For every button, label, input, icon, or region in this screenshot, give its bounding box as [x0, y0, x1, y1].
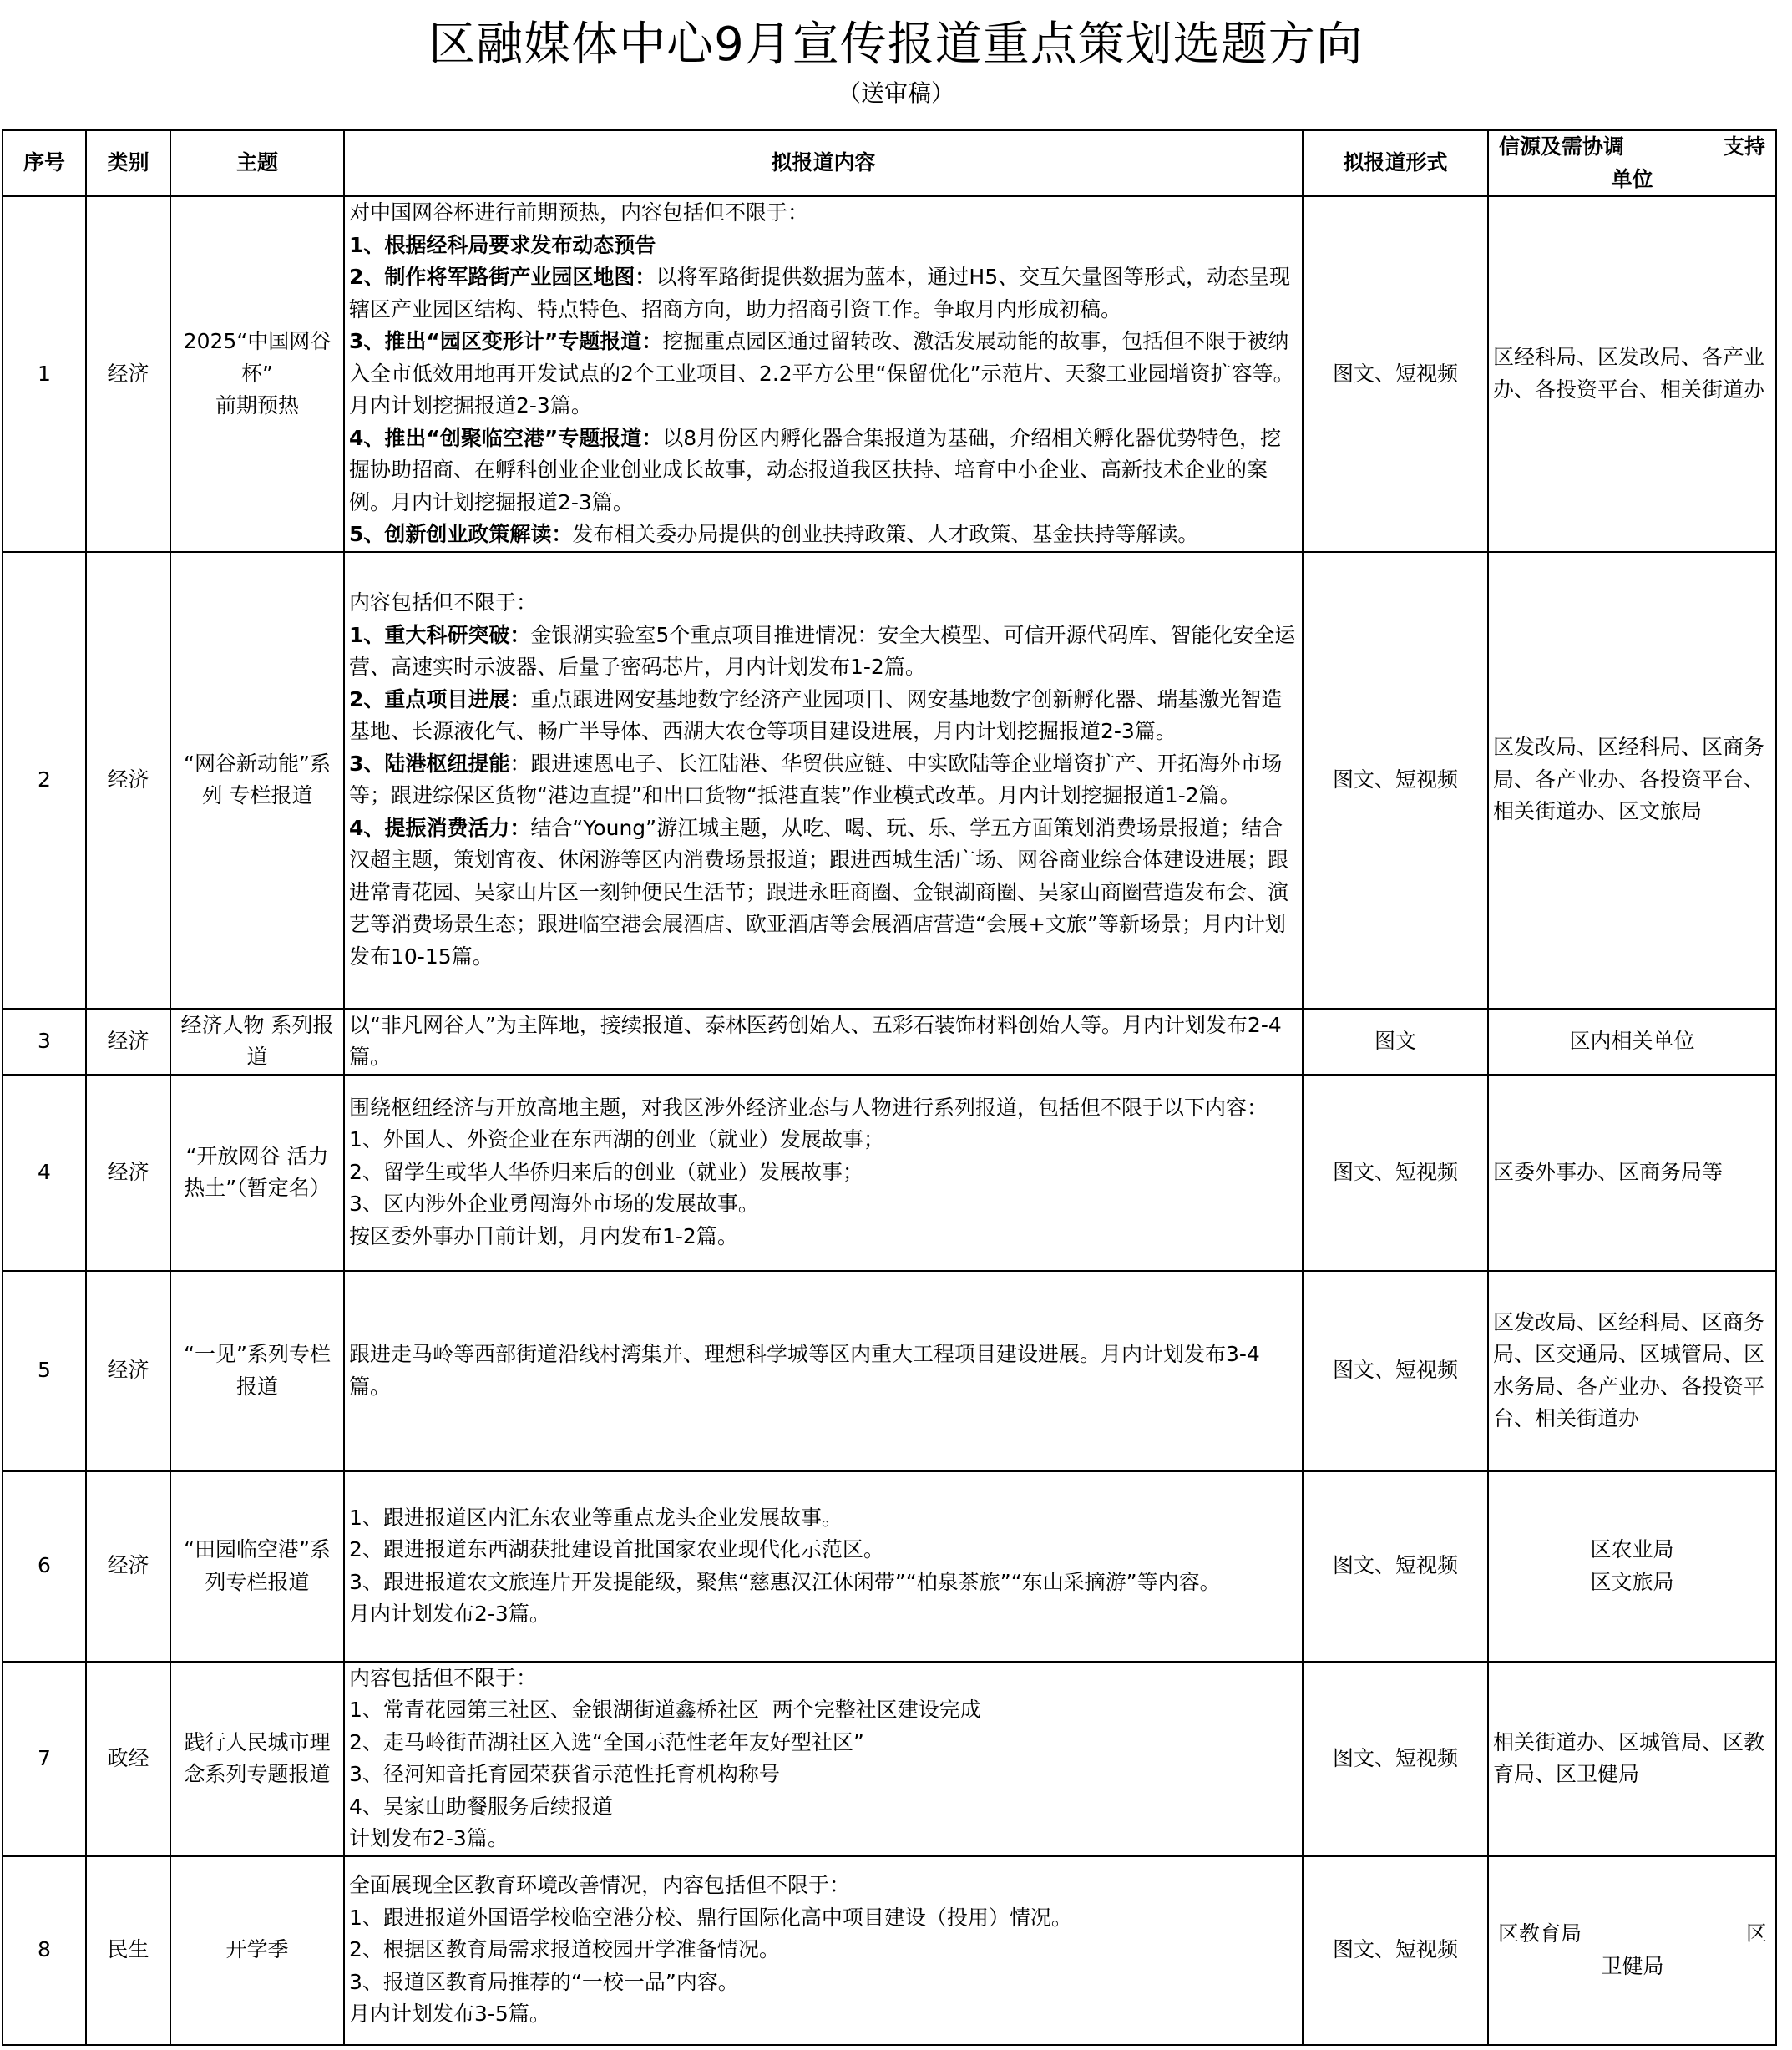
content-paragraph-text: 对中国网谷杯进行前期预热，内容包括但不限于：	[349, 200, 809, 225]
content-paragraph-text: 2、走马岭街苗湖社区入选“全国示范性老年友好型社区”	[349, 1729, 864, 1754]
table-row	[3, 1009, 1776, 1075]
content-paragraph-text: 计划发布2-3篇。	[349, 1826, 509, 1850]
row-category: 经济	[86, 196, 170, 552]
content-paragraph	[349, 1902, 1298, 1935]
content-paragraph	[349, 197, 1298, 230]
row-theme: 开学季	[170, 1856, 344, 2045]
content-paragraph-text: 以8月份区内孵化器合集报道为基础，介绍相关孵化器优势特色，挖掘协助招商、在孵科创业企业创业成长故事，动态报道我区扶持、培育中小企业、高新技术企业的案例。月内计划挖掘报道2-3篇。	[349, 425, 1282, 514]
column-header-form: 拟报道形式	[1303, 130, 1488, 196]
column-header-content: 拟报道内容	[344, 130, 1303, 196]
content-paragraph	[349, 261, 1298, 326]
row-number: 5	[3, 1271, 86, 1471]
content-paragraph	[349, 1339, 1298, 1403]
row-theme: 2025“中国网谷杯” 前期预热	[170, 196, 344, 552]
row-report-form: 图文、短视频	[1303, 1271, 1488, 1471]
table-row	[3, 1662, 1776, 1856]
content-paragraph	[349, 423, 1298, 519]
content-paragraph-text: 1、跟进报道外国语学校临空港分校、鼎行国际化高中项目建设（投用）情况。	[349, 1905, 1072, 1930]
content-paragraph-text: 3、报道区教育局推荐的“一校一品”内容。	[349, 1969, 739, 1994]
row-source-units: 区经科局、区发改局、各产业办、各投资平台、相关街道办	[1488, 196, 1776, 552]
content-paragraph	[349, 1791, 1298, 1824]
content-paragraph	[349, 1534, 1298, 1567]
row-content	[344, 1009, 1303, 1075]
row-report-form: 图文、短视频	[1303, 1856, 1488, 2045]
table-row	[3, 1075, 1776, 1271]
column-header-no: 序号	[3, 130, 86, 196]
row-content	[344, 1662, 1303, 1856]
row-category: 经济	[86, 1075, 170, 1271]
content-paragraph-heading: 2、重点项目进展：	[349, 686, 531, 711]
content-paragraph-text: 月内计划发布3-5篇。	[349, 2002, 550, 2027]
content-paragraph-heading: 3、推出“园区变形计”专题报道：	[349, 329, 663, 353]
content-paragraph-heading: 4、提振消费活力：	[349, 815, 531, 840]
row-theme: 践行人民城市理念系列专题报道	[170, 1662, 344, 1856]
content-paragraph-text: 金银湖实验室5个重点项目推进情况：安全大模型、可信开源代码库、智能化安全运营、高速实时示波器、后量子密码芯片，月内计划发布1-2篇。	[349, 622, 1296, 679]
content-paragraph	[349, 1188, 1298, 1221]
row-category: 经济	[86, 1471, 170, 1662]
content-paragraph	[349, 1694, 1298, 1727]
row-report-form: 图文、短视频	[1303, 196, 1488, 552]
row-source-units: 区发改局、区经科局、区商务局、区交通局、区城管局、区水务局、各产业办、各投资平台、相关街道办	[1488, 1271, 1776, 1471]
content-paragraph-text: 全面展现全区教育环境改善情况，内容包括但不限于：	[349, 1873, 851, 1898]
content-paragraph-text: 跟进走马岭等西部街道沿线村湾集并、理想科学城等区内重大工程项目建设进展。月内计划发布3-4篇。	[349, 1342, 1260, 1399]
content-paragraph-text: 2、留学生或华人华侨归来后的创业（就业）发展故事；	[349, 1159, 863, 1184]
row-number: 7	[3, 1662, 86, 1856]
row-number: 6	[3, 1471, 86, 1662]
content-paragraph	[349, 1870, 1298, 1902]
content-paragraph-heading: 3、陆港枢纽提能	[349, 751, 510, 776]
row-content	[344, 1471, 1303, 1662]
row-source-units	[1488, 1856, 1776, 2045]
content-paragraph	[349, 1727, 1298, 1759]
column-header-theme: 主题	[170, 130, 344, 196]
source-unit-a: 区教育局	[1498, 1921, 1582, 1946]
column-header-source-b: 支持	[1723, 134, 1765, 159]
source-unit-c: 卫健局	[1601, 1953, 1664, 1978]
content-paragraph-text: 3、跟进报道农文旅连片开发提能级，聚焦“慈惠汉江休闲带”“柏泉茶旅”“东山采摘游”等内容。	[349, 1569, 1221, 1594]
column-header-source-a: 信源及需协调	[1499, 134, 1625, 159]
row-theme: “开放网谷 活力热土”（暂定名）	[170, 1075, 344, 1271]
content-paragraph	[349, 1759, 1298, 1791]
content-paragraph	[349, 1221, 1298, 1253]
row-source-units: 区发改局、区经科局、区商务局、各产业办、各投资平台、相关街道办、区文旅局	[1488, 552, 1776, 1009]
table-row	[3, 1471, 1776, 1662]
content-paragraph-text: 1、外国人、外资企业在东西湖的创业（就业）发展故事；	[349, 1127, 884, 1152]
content-paragraph-heading: 5、创新创业政策解读：	[349, 522, 573, 546]
content-paragraph	[349, 1157, 1298, 1189]
content-paragraph	[349, 1567, 1298, 1599]
content-paragraph-heading: 1、根据经科局要求发布动态预告	[349, 232, 656, 257]
content-paragraph-text: 2、根据区教育局需求报道校园开学准备情况。	[349, 1937, 780, 1962]
plan-table	[2, 129, 1777, 2046]
content-paragraph-text: 1、常青花园第三社区、金银湖街道鑫桥社区 两个完整社区建设完成	[349, 1698, 981, 1722]
row-source-units: 相关街道办、区城管局、区教育局、区卫健局	[1488, 1662, 1776, 1856]
row-number: 2	[3, 552, 86, 1009]
table-row	[3, 552, 1776, 1009]
table-row	[3, 1271, 1776, 1471]
table-row	[3, 196, 1776, 552]
content-paragraph	[349, 812, 1298, 974]
row-report-form: 图文	[1303, 1009, 1488, 1075]
row-report-form: 图文、短视频	[1303, 1662, 1488, 1856]
content-paragraph-text: 发布相关委办局提供的创业扶持政策、人才政策、基金扶持等解读。	[572, 522, 1199, 546]
row-category: 经济	[86, 1271, 170, 1471]
content-paragraph	[349, 230, 1298, 262]
row-category: 经济	[86, 552, 170, 1009]
row-content	[344, 1856, 1303, 2045]
row-category: 政经	[86, 1662, 170, 1856]
content-paragraph	[349, 1092, 1298, 1125]
column-header-source	[1488, 130, 1776, 196]
content-paragraph-text: 结合“Young”游江城主题，从吃、喝、玩、乐、学五方面策划消费场景报道；结合汉超主题，策划宵夜、休闲游等区内消费场景报道；跟进西城生活广场、网谷商业综合体建设进展；跟进常青花园、吴家山片区一刻钟便民生活节；跟进永旺商圈、金银湖商圈、吴家山商圈营造发布会、演艺等消费场景生态；跟进临空港会展酒店、欧亚酒店等会展酒店营造“会展+文旅”等新场景；月内计划发布10-15篇。	[349, 815, 1289, 969]
content-paragraph-heading: 4、推出“创聚临空港”专题报道：	[349, 425, 663, 450]
page-title: 区融媒体中心9月宣传报道重点策划选题方向	[428, 18, 1364, 72]
content-paragraph-heading: 1、重大科研突破：	[349, 622, 531, 647]
source-unit-b: 区	[1745, 1921, 1767, 1946]
row-content	[344, 196, 1303, 552]
content-paragraph	[349, 326, 1298, 423]
content-paragraph	[349, 1010, 1298, 1074]
content-paragraph-heading: 2、制作将军路街产业园区地图：	[349, 265, 656, 289]
content-paragraph-text: 重点跟进网安基地数字经济产业园项目、网安基地数字创新孵化器、瑞基激光智造基地、长源液化气、畅广半导体、西湖大农仓等项目建设进展，月内计划挖掘报道2-3篇。	[349, 686, 1283, 743]
row-source-units: 区农业局 区文旅局	[1488, 1471, 1776, 1662]
content-paragraph	[349, 620, 1298, 684]
column-header-source-c: 单位	[1611, 166, 1653, 191]
table-header-row	[3, 130, 1776, 196]
row-theme: “一见”系列专栏报道	[170, 1271, 344, 1471]
row-report-form: 图文、短视频	[1303, 1075, 1488, 1271]
row-number: 4	[3, 1075, 86, 1271]
content-paragraph	[349, 1124, 1298, 1157]
content-paragraph-text: 按区委外事办目前计划，月内发布1-2篇。	[349, 1223, 738, 1248]
table-row	[3, 1856, 1776, 2045]
content-paragraph	[349, 748, 1298, 812]
row-content	[344, 1271, 1303, 1471]
content-paragraph-text: 4、吴家山助餐服务后续报道	[349, 1794, 613, 1819]
row-report-form: 图文、短视频	[1303, 552, 1488, 1009]
row-theme: 经济人物 系列报道	[170, 1009, 344, 1075]
content-paragraph-text: 内容包括但不限于：	[349, 1665, 538, 1690]
row-category: 经济	[86, 1009, 170, 1075]
content-paragraph	[349, 587, 1298, 620]
content-paragraph	[349, 1823, 1298, 1855]
content-paragraph	[349, 519, 1298, 551]
column-header-category: 类别	[86, 130, 170, 196]
content-paragraph-text: 3、区内涉外企业勇闯海外市场的发展故事。	[349, 1192, 759, 1217]
content-paragraph	[349, 1966, 1298, 1999]
content-paragraph	[349, 1998, 1298, 2031]
row-source-units: 区委外事办、区商务局等	[1488, 1075, 1776, 1271]
row-number: 8	[3, 1856, 86, 2045]
content-paragraph	[349, 1934, 1298, 1966]
content-paragraph-text: ：跟进速恩电子、长江陆港、华贸供应链、中实欧陆等企业增资扩产、开拓海外市场等；跟进综保区货物“港边直提”和出口货物“抵港直装”作业模式改革。月内计划挖掘报道1-2篇。	[349, 751, 1283, 807]
row-number: 1	[3, 196, 86, 552]
row-category: 民生	[86, 1856, 170, 2045]
row-number: 3	[3, 1009, 86, 1075]
content-paragraph	[349, 1663, 1298, 1695]
page-subtitle: （送审稿）	[837, 79, 954, 107]
content-paragraph-text: 以“非凡网谷人”为主阵地，接续报道、泰林医药创始人、五彩石装饰材料创始人等。月内计划发布2-4篇。	[349, 1012, 1282, 1069]
content-paragraph-text: 以将军路街提供数据为蓝本，通过H5、交互矢量图等形式，动态呈现辖区产业园区结构、特点特色、招商方向，助力招商引资工作。争取月内形成初稿。	[349, 265, 1291, 321]
content-paragraph-text: 月内计划发布2-3篇。	[349, 1602, 550, 1626]
content-paragraph	[349, 1598, 1298, 1631]
row-content	[344, 1075, 1303, 1271]
content-paragraph-text: 内容包括但不限于：	[349, 590, 538, 615]
row-content	[344, 552, 1303, 1009]
row-theme: “田园临空港”系列专栏报道	[170, 1471, 344, 1662]
row-theme: “网谷新动能”系列 专栏报道	[170, 552, 344, 1009]
content-paragraph-text: 3、径河知音托育园荣获省示范性托育机构称号	[349, 1762, 780, 1786]
content-paragraph-text: 1、跟进报道区内汇东农业等重点龙头企业发展故事。	[349, 1505, 843, 1530]
content-paragraph-text: 2、跟进报道东西湖获批建设首批国家农业现代化示范区。	[349, 1537, 884, 1562]
content-paragraph-text: 挖掘重点园区通过留转改、激活发展动能的故事，包括但不限于被纳入全市低效用地再开发试点的2个工业项目、2.2平方公里“保留优化”示范片、天黎工业园增资扩容等。月内计划挖掘报道2-3篇。	[349, 329, 1294, 418]
content-paragraph-text: 围绕枢纽经济与开放高地主题，对我区涉外经济业态与人物进行系列报道，包括但不限于以下内容：	[349, 1095, 1268, 1120]
content-paragraph	[349, 1502, 1298, 1535]
row-report-form: 图文、短视频	[1303, 1471, 1488, 1662]
content-paragraph	[349, 684, 1298, 748]
row-source-units: 区内相关单位	[1488, 1009, 1776, 1075]
